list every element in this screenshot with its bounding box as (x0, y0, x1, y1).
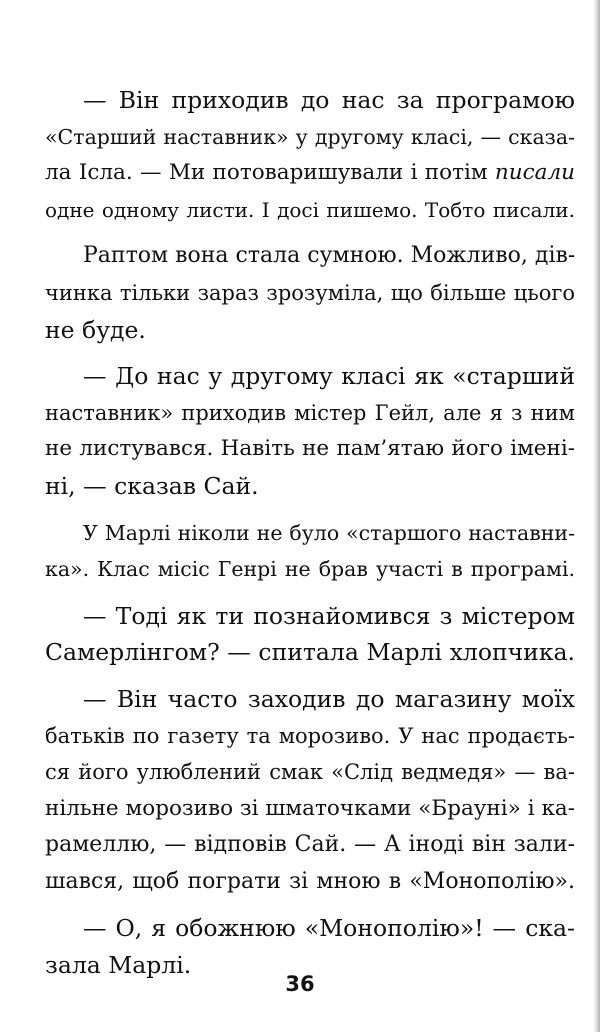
text-line: не буде. (45, 315, 146, 344)
paragraph-5 (45, 598, 575, 671)
italic-word: писали (494, 160, 575, 186)
text-line: — До нас у другому класі як «старший (83, 362, 575, 391)
text-line: ні, — сказав Сай. (45, 471, 259, 500)
page-number: 36 (285, 972, 315, 996)
text-line: рамеллю, — відповів Сай. — А іноді він зали- (45, 832, 575, 858)
text-line: — Тоді як ти познайомився з містером (83, 601, 575, 630)
text-line: нільне морозиво зі шматочками «Брауні» і ка- (45, 795, 575, 821)
text-line: не листувався. Навіть не пам’ятаю його імені- (45, 436, 575, 462)
text-line: — Він часто заходив до магазину моїх (83, 684, 575, 713)
text-line: батьків по газету та морозиво. У нас продаєть- (45, 723, 575, 748)
text-line: У Марлі ніколи не було «старшого наставни- (83, 520, 575, 545)
text-fragment: ла Ісла. — Ми потоваришували і потім (45, 160, 495, 186)
text-line: чинка тільки зараз зрозуміла, що більше цього (45, 280, 575, 305)
paragraph-3 (45, 358, 575, 504)
paragraph-6 (45, 681, 575, 901)
text-line: зала Марлі. (45, 951, 192, 980)
text-line: Раптом вона стала сумною. Можливо, дів- (83, 243, 576, 269)
text-line (45, 155, 575, 192)
text-line: «Старший наставник» у другому класі, — сказа- (45, 124, 575, 149)
paragraph-2 (45, 238, 575, 348)
text-line: ка». Клас місіс Генрі не брав участі в програмі. (45, 557, 575, 582)
text-line: ся його улюблений смак «Слід ведмедя» — ва- (45, 760, 575, 785)
paragraph-4 (45, 515, 575, 588)
page-edge-shadow (593, 0, 600, 1032)
text-line: Самерлінгом? — спитала Марлі хлопчика. (45, 638, 575, 667)
body-text (45, 82, 575, 994)
text-line: шався, щоб пограти зі мною в «Монополію». (45, 868, 575, 894)
text-line: одне одному листи. І досі пишемо. Тобто писали. (45, 197, 575, 222)
paragraph-1 (45, 82, 575, 228)
text-line: — Він приходив до нас за програмою (83, 86, 575, 114)
text-line: наставник» приходив містер Гейл, але я з ним (45, 400, 575, 425)
text-line: — О, я обожнюю «Монополію»! — ска- (83, 914, 575, 943)
